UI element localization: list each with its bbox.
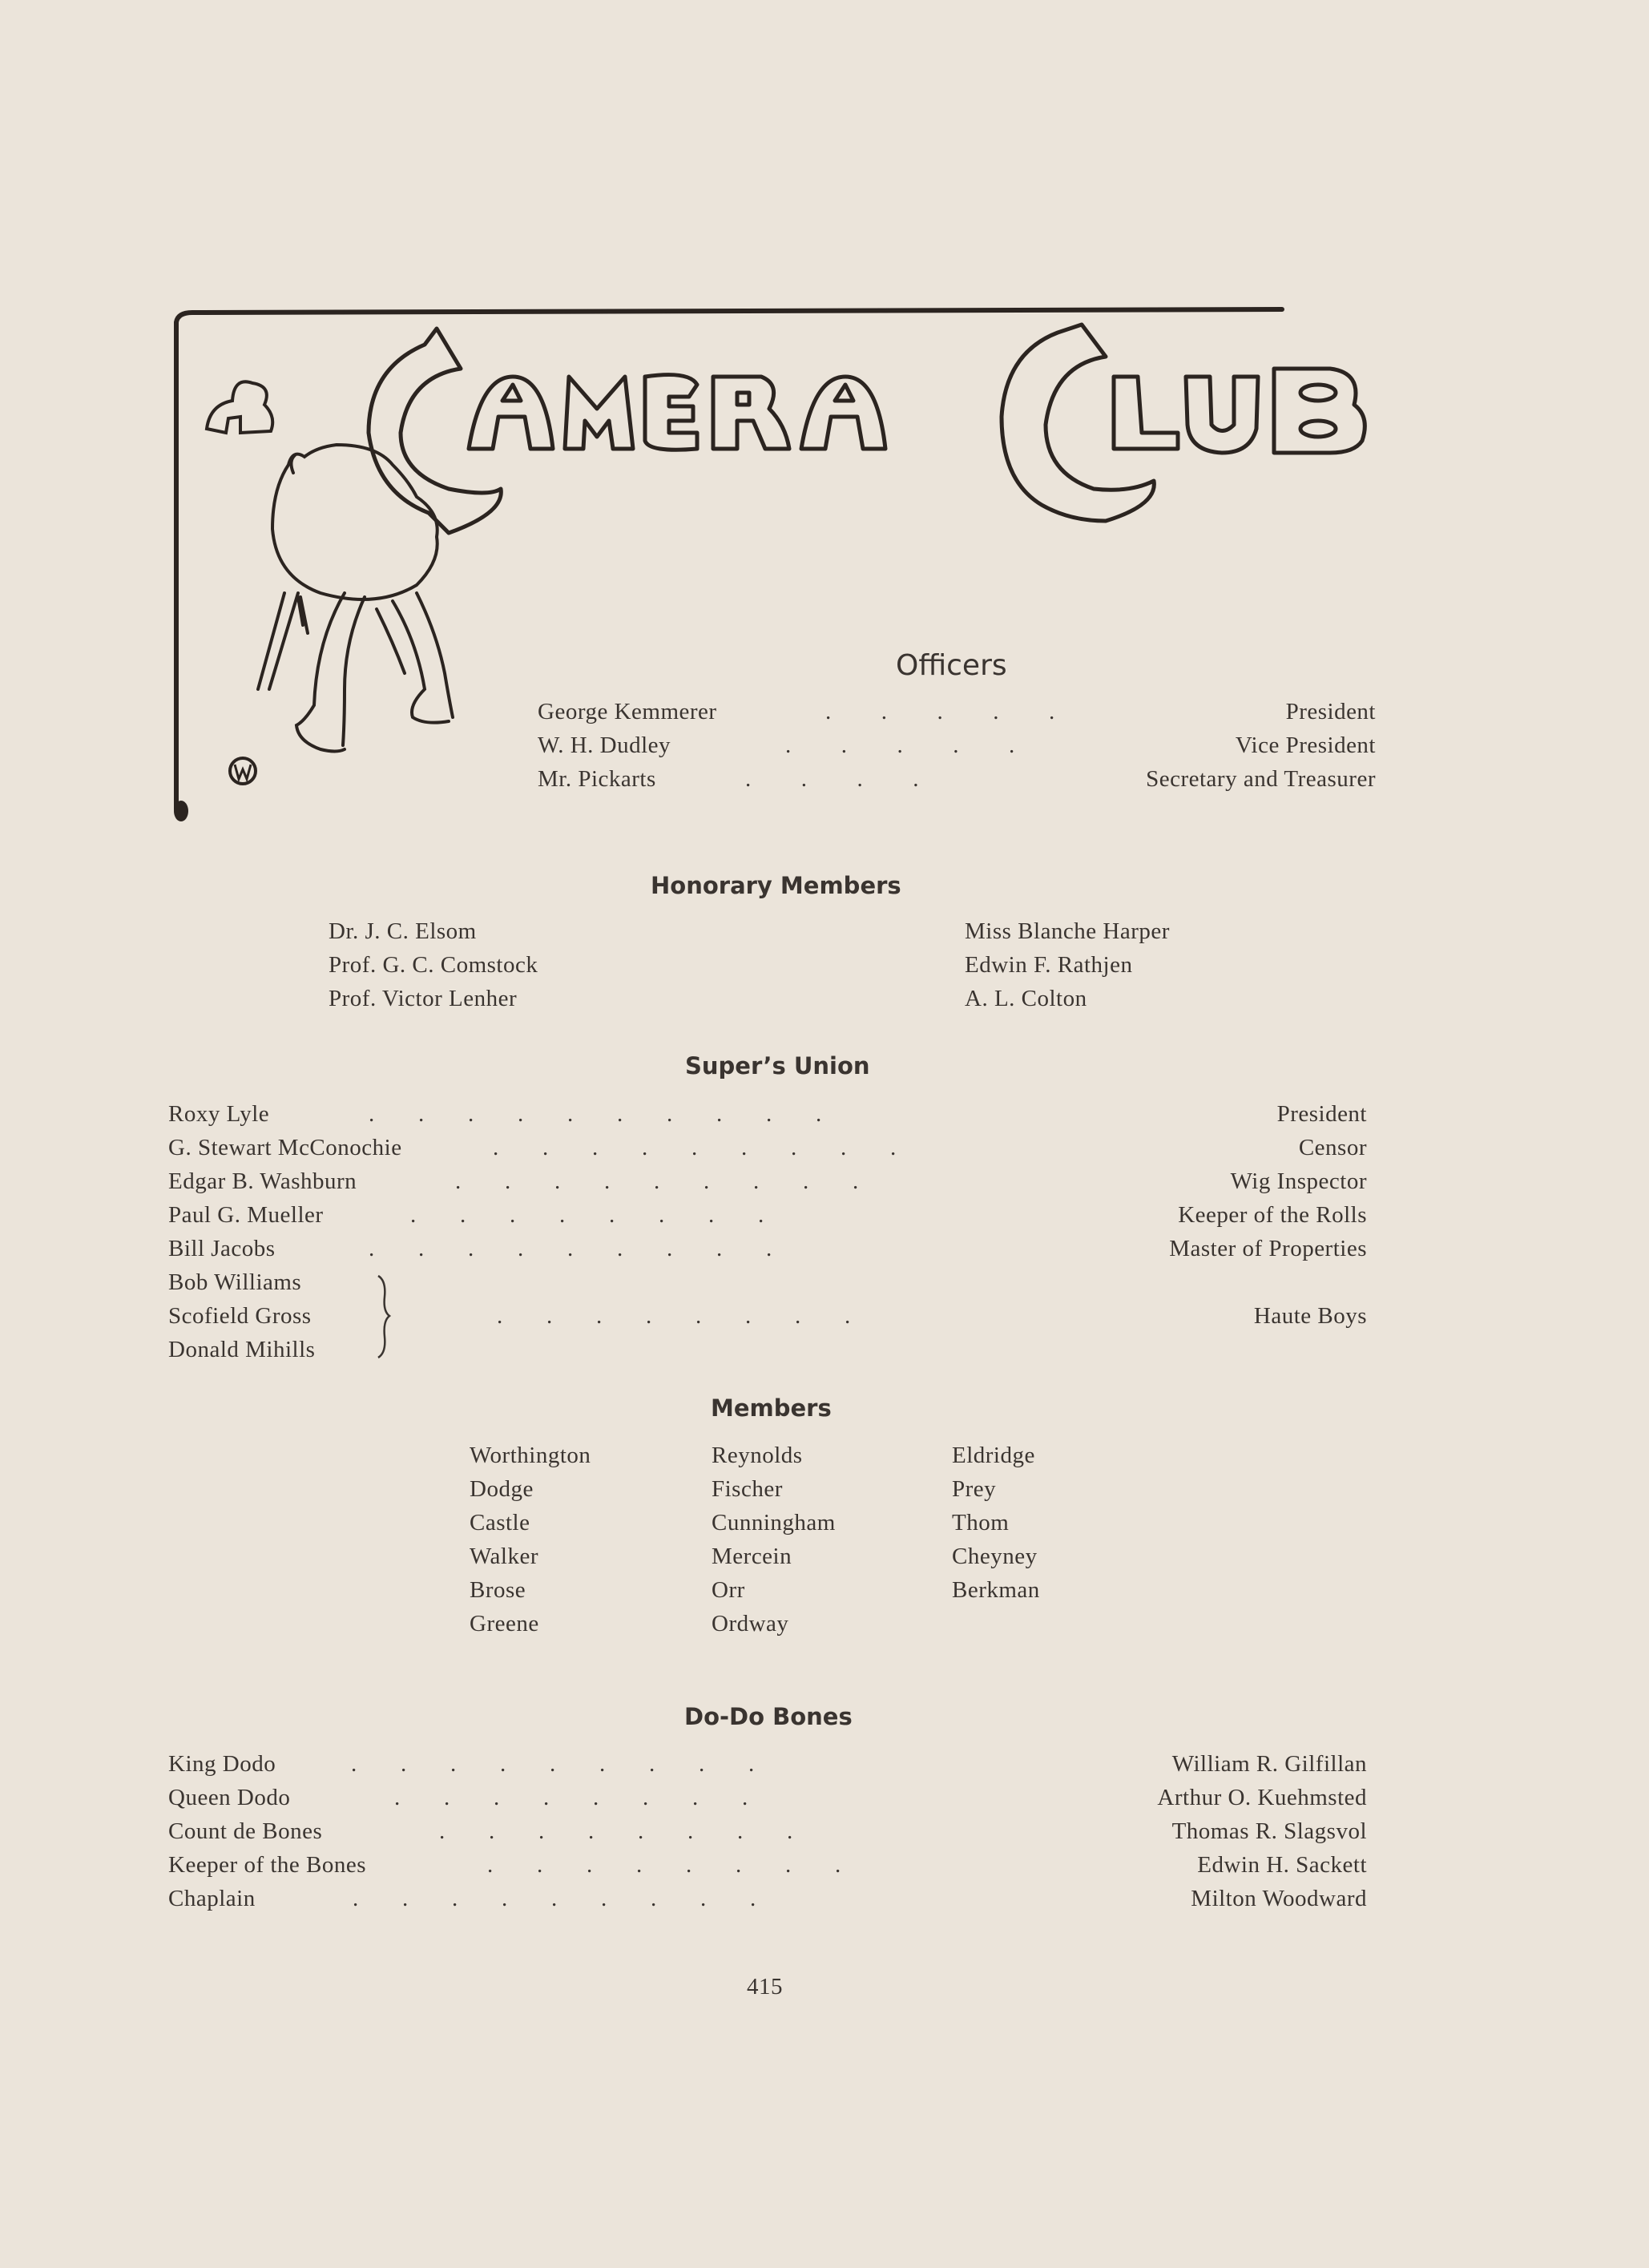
members-heading: Members — [711, 1394, 832, 1422]
leader-dots: . . . . . . . . . . — [369, 1101, 822, 1127]
leader-dots: . . . . . . . . — [497, 1303, 851, 1329]
honorary-member: Prof. G. C. Comstock — [329, 952, 538, 978]
leader-dots: . . . . . . . . . — [455, 1168, 859, 1194]
dodo-role: Keeper of the Bones — [168, 1852, 367, 1878]
supers-role: Haute Boys — [1253, 1303, 1367, 1329]
members-column-1 — [470, 1444, 591, 1646]
title-lettering — [369, 325, 1365, 533]
officer-row — [0, 734, 1649, 763]
member-name: Reynolds — [712, 1443, 803, 1468]
officer-name: George Kemmerer — [538, 699, 717, 724]
supers-name: Edgar B. Washburn — [168, 1168, 357, 1194]
member-name: Greene — [470, 1611, 539, 1636]
supers-role: Censor — [1298, 1135, 1367, 1160]
dodo-name: Milton Woodward — [1191, 1886, 1367, 1911]
supers-role: Master of Properties — [1169, 1236, 1367, 1261]
officers-heading: Officers — [896, 649, 1007, 682]
supers-row — [0, 1204, 1649, 1233]
member-name: Mercein — [712, 1544, 792, 1569]
officer-name: W. H. Dudley — [538, 732, 671, 758]
officer-row — [0, 700, 1649, 729]
supers-name: Donald Mihills — [168, 1337, 316, 1362]
supers-row — [0, 1136, 1649, 1165]
member-name: Worthington — [470, 1443, 591, 1468]
dodo-row — [0, 1786, 1649, 1815]
member-name: Cunningham — [712, 1510, 836, 1536]
dodo-heading: Do-Do Bones — [684, 1703, 853, 1730]
honorary-heading: Honorary Members — [651, 872, 901, 899]
member-name: Thom — [952, 1510, 1010, 1536]
leader-dots: . . . . — [745, 766, 919, 792]
supers-name: G. Stewart McConochie — [168, 1135, 402, 1160]
member-name: Eldridge — [952, 1443, 1035, 1468]
officer-role: Vice President — [1235, 732, 1376, 758]
leader-dots: . . . . . . . . — [394, 1785, 748, 1810]
member-name: Walker — [470, 1544, 539, 1569]
leader-dots: . . . . . . . . . — [369, 1236, 772, 1261]
honorary-member: Dr. J. C. Elsom — [329, 918, 477, 944]
haute-boys-row — [0, 1305, 1649, 1334]
leader-dots: . . . . . . . . — [487, 1852, 841, 1878]
officer-role: President — [1285, 699, 1376, 724]
leader-dots: . . . . . — [825, 699, 1055, 724]
member-name: Dodge — [470, 1476, 534, 1502]
honorary-member: A. L. Colton — [965, 986, 1087, 1011]
supers-row — [0, 1103, 1649, 1132]
honorary-member: Miss Blanche Harper — [965, 918, 1170, 944]
supers-row — [0, 1170, 1649, 1199]
member-name: Cheyney — [952, 1544, 1038, 1569]
supers-name: Bob Williams — [168, 1269, 302, 1295]
honorary-member: Edwin F. Rathjen — [965, 952, 1133, 978]
dodo-row — [0, 1820, 1649, 1849]
supers-role: President — [1276, 1101, 1367, 1127]
leader-dots: . . . . . — [785, 732, 1015, 758]
leader-dots: . . . . . . . . . — [493, 1135, 897, 1160]
officer-row — [0, 768, 1649, 797]
supers-role: Keeper of the Rolls — [1178, 1202, 1367, 1228]
member-name: Prey — [952, 1476, 997, 1502]
supers-name: Roxy Lyle — [168, 1101, 270, 1127]
dodo-name: Arthur O. Kuehmsted — [1157, 1785, 1367, 1810]
members-column-3 — [952, 1444, 1040, 1612]
dodo-name: Edwin H. Sackett — [1197, 1852, 1367, 1878]
member-name: Orr — [712, 1577, 745, 1603]
dodo-role: Chaplain — [168, 1886, 256, 1911]
dodo-row — [0, 1854, 1649, 1883]
member-name: Castle — [470, 1510, 530, 1536]
honorary-right-column — [965, 920, 1170, 1021]
dodo-row — [0, 1753, 1649, 1782]
dodo-role: Count de Bones — [168, 1818, 323, 1844]
supers-heading: Super’s Union — [685, 1052, 870, 1080]
leader-dots: . . . . . . . . . — [351, 1751, 755, 1777]
members-column-2 — [712, 1444, 836, 1646]
honorary-left-column — [329, 920, 538, 1021]
member-name: Ordway — [712, 1611, 789, 1636]
supers-row — [0, 1237, 1649, 1266]
honorary-member: Prof. Victor Lenher — [329, 986, 518, 1011]
dodo-row — [0, 1887, 1649, 1916]
leader-dots: . . . . . . . . — [410, 1202, 764, 1228]
supers-name: Paul G. Mueller — [168, 1202, 324, 1228]
leader-dots: . . . . . . . . — [439, 1818, 793, 1844]
member-name: Berkman — [952, 1577, 1040, 1603]
page-number: 415 — [747, 1974, 783, 2000]
dodo-name: William R. Gilfillan — [1171, 1751, 1367, 1777]
leader-dots: . . . . . . . . . — [353, 1886, 756, 1911]
camera-doodle-icon — [207, 381, 272, 433]
supers-role: Wig Inspector — [1230, 1168, 1367, 1194]
dodo-role: King Dodo — [168, 1751, 276, 1777]
dodo-role: Queen Dodo — [168, 1785, 291, 1810]
officer-role: Secretary and Treasurer — [1146, 766, 1376, 792]
dodo-name: Thomas R. Slagsvol — [1171, 1818, 1367, 1844]
supers-name: Bill Jacobs — [168, 1236, 276, 1261]
supers-name: Scofield Gross — [168, 1303, 312, 1329]
member-name: Fischer — [712, 1476, 783, 1502]
member-name: Brose — [470, 1577, 526, 1603]
officer-name: Mr. Pickarts — [538, 766, 656, 792]
